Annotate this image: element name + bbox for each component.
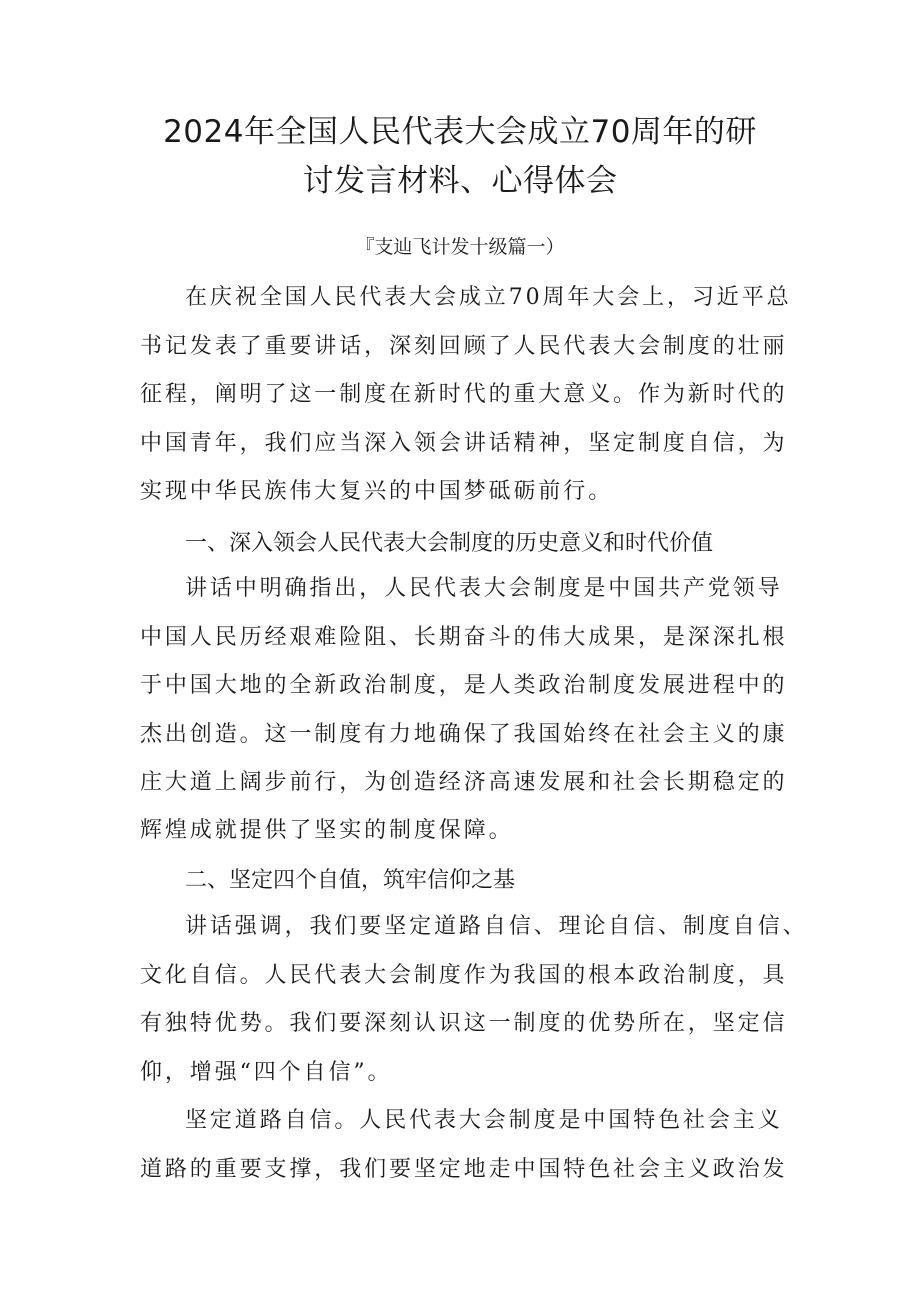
paragraph-3-line: 文化自信。人民代表大会制度作为我国的根本政治制度，具 [140,963,788,988]
paragraph-2-line: 讲话中明确指出，人民代表大会制度是中国共产党领导 [185,576,783,601]
section-heading-1: 一、深入领会人民代表大会制度的历史意义和时代价值 [185,531,714,556]
paragraph-3-line: 仰，增强“四个自信”。 [140,1060,393,1085]
document-title-line-1: 2024年全国人民代表大会成立70周年的研 [163,114,757,150]
paragraph-4-line: 坚定道路自信。人民代表大会制度是中国特色社会主义 [185,1108,783,1133]
paragraph-3-line: 有独特优势。我们要深刻认识这一制度的优势所在，坚定信 [140,1011,788,1036]
paragraph-1-line: 中国青年，我们应当深入领会讲话精神，坚定制度自信，为 [140,431,788,456]
section-heading-2: 二、坚定四个自值，筑牢信仰之基 [185,868,516,893]
paragraph-4-line: 道路的重要支撑，我们要坚定地走中国特色社会主义政治发 [140,1157,788,1182]
paragraph-1-line: 书记发表了重要讲话，深刻回顾了人民代表大会制度的壮丽 [140,334,788,359]
paragraph-2-line: 庄大道上阔步前行，为创造经济高速发展和社会长期稳定的 [140,770,788,795]
paragraph-2-line: 中国人民历经艰难险阻、长期奋斗的伟大成果，是深深扎根 [140,625,788,650]
paragraph-1-line: 实现中华民族伟大复兴的中国梦砥砺前行。 [140,479,614,504]
paragraph-2-line: 杰出创造。这一制度有力地确保了我国始终在社会主义的康 [140,722,788,747]
paragraph-1-line: 在庆祝全国人民代表大会成立70周年大会上，习近平总 [185,285,792,310]
paragraph-1-line: 征程，阐明了这一制度在新时代的重大意义。作为新时代的 [140,382,788,407]
document-subtitle: 『支辿飞计发十级篇一） [355,236,565,258]
document-title-line-2: 讨发言材料、心得体会 [302,163,618,199]
paragraph-2-line: 辉煌成就提供了坚实的制度保障。 [140,818,514,843]
paragraph-2-line: 于中国大地的全新政治制度，是人类政治制度发展进程中的 [140,673,788,698]
paragraph-3-line: 讲话强调，我们要坚定道路自信、理论自信、制度自信、 [185,914,808,939]
